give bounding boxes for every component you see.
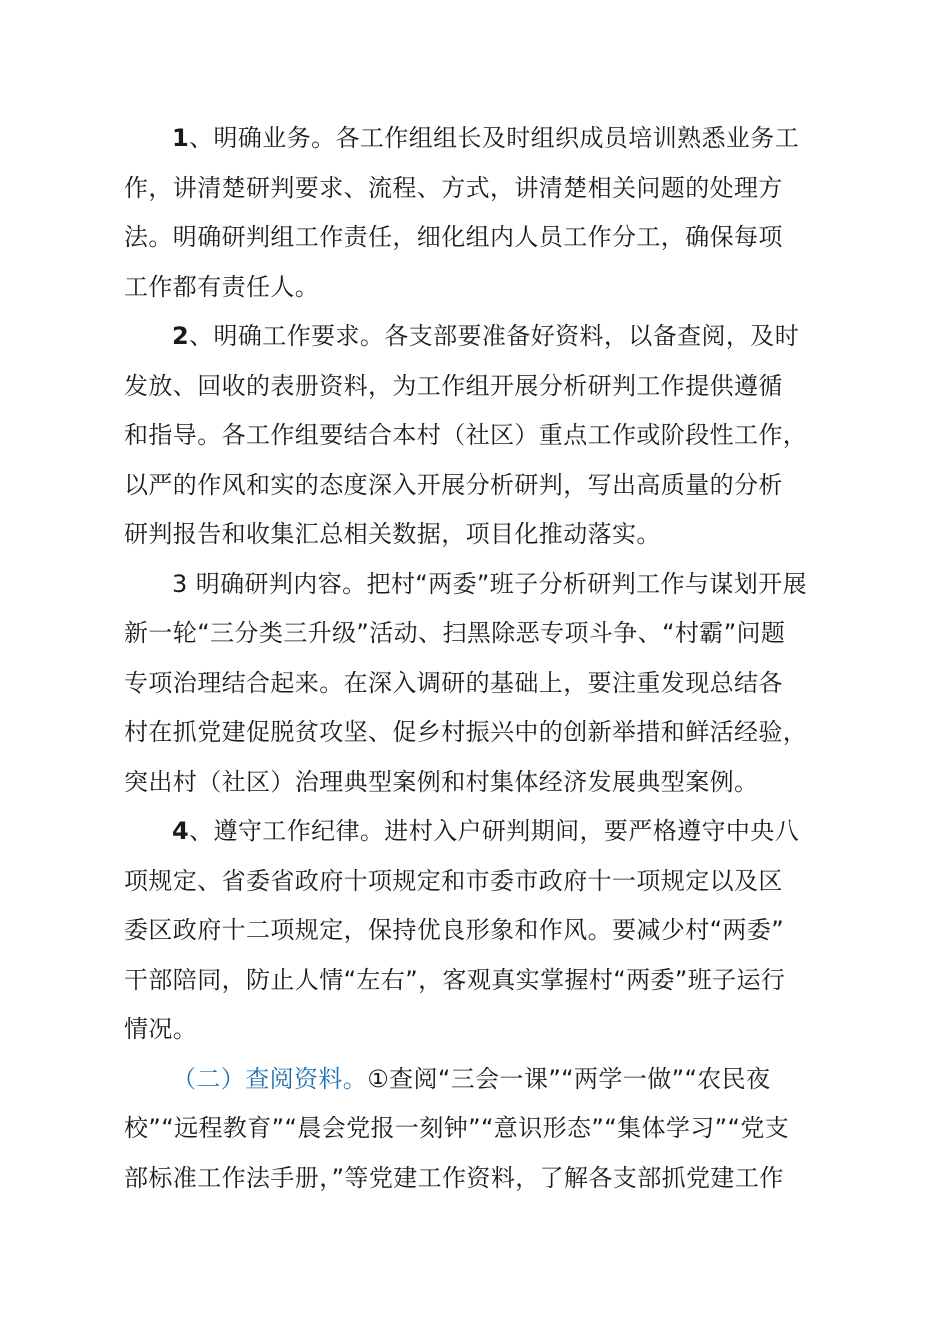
paragraph-2-line-3: 和指导。各工作组要结合本村（社区）重点工作或阶段性工作， bbox=[124, 421, 808, 449]
paragraph-2 bbox=[124, 312, 864, 560]
paragraph-3-line-5: 突出村（社区）治理典型案例和村集体经济发展典型案例。 bbox=[124, 767, 759, 796]
item-number: 2 bbox=[172, 322, 190, 350]
paragraph-3-line-3: 专项治理结合起来。在深入调研的基础上，要注重发现总结各 bbox=[124, 668, 783, 697]
paragraph-4-line-4: 干部陪同，防止人情“左右”，客观真实掌握村“两委”班子运行 bbox=[124, 965, 786, 994]
paragraph-1-line-4: 工作都有责任人。 bbox=[124, 272, 320, 301]
item-number: 1 bbox=[172, 124, 190, 152]
paragraph-4-line-2: 项规定、省委省政府十项规定和市委市政府十一项规定以及区 bbox=[124, 866, 783, 895]
paragraph-2-line-1: 2、明确工作要求。各支部要准备好资料，以备查阅，及时 bbox=[172, 322, 800, 350]
item-number: 4 bbox=[172, 817, 190, 845]
paragraph-2-line-2: 发放、回收的表册资料，为工作组开展分析研判工作提供遵循 bbox=[124, 371, 783, 400]
paragraph-1-line-2: 作，讲清楚研判要求、流程、方式，讲清楚相关问题的处理方 bbox=[124, 173, 783, 202]
paragraph-1 bbox=[124, 114, 864, 312]
paragraph-5-line-3: 部标准工作法手册，”等党建工作资料，了解各支部抓党建工作 bbox=[124, 1163, 784, 1192]
paragraph-1-line-1: 1、明确业务。各工作组组长及时组织成员培训熟悉业务工 bbox=[172, 124, 800, 152]
paragraph-3 bbox=[124, 560, 864, 808]
paragraph-2-line-5: 研判报告和收集汇总相关数据，项目化推动落实。 bbox=[124, 520, 661, 548]
paragraph-3-line-4: 村在抓党建促脱贫攻坚、促乡村振兴中的创新举措和鲜活经验， bbox=[124, 718, 808, 746]
section-heading: （二）查阅资料。 bbox=[172, 1064, 368, 1093]
paragraph-3-line-2: 新一轮“三分类三升级”活动、扫黑除恶专项斗争、“村霸”问题 bbox=[124, 619, 786, 647]
paragraph-4 bbox=[124, 807, 864, 1055]
paragraph-1-line-3: 法。明确研判组工作责任，细化组内人员工作分工，确保每项 bbox=[124, 223, 783, 251]
paragraph-4-line-3: 委区政府十二项规定，保持优良形象和作风。要减少村“两委” bbox=[124, 916, 785, 944]
document-body bbox=[124, 114, 864, 1203]
paragraph-4-line-5: 情况。 bbox=[124, 1015, 198, 1043]
paragraph-5-line-2: 校”“远程教育”“晨会党报一刻钟”“意识形态”“集体学习”“党支 bbox=[124, 1114, 790, 1142]
paragraph-2-line-4: 以严的作风和实的态度深入开展分析研判，写出高质量的分析 bbox=[124, 470, 783, 499]
paragraph-5 bbox=[124, 1055, 864, 1204]
paragraph-3-line-1: 3 明确研判内容。把村“两委”班子分析研判工作与谋划开展 bbox=[172, 569, 807, 598]
paragraph-5-line-1: （二）查阅资料。①查阅“三会一课”“两学一做”“农民夜 bbox=[172, 1064, 771, 1093]
paragraph-4-line-1: 4、遵守工作纪律。进村入户研判期间，要严格遵守中央八 bbox=[172, 817, 800, 845]
